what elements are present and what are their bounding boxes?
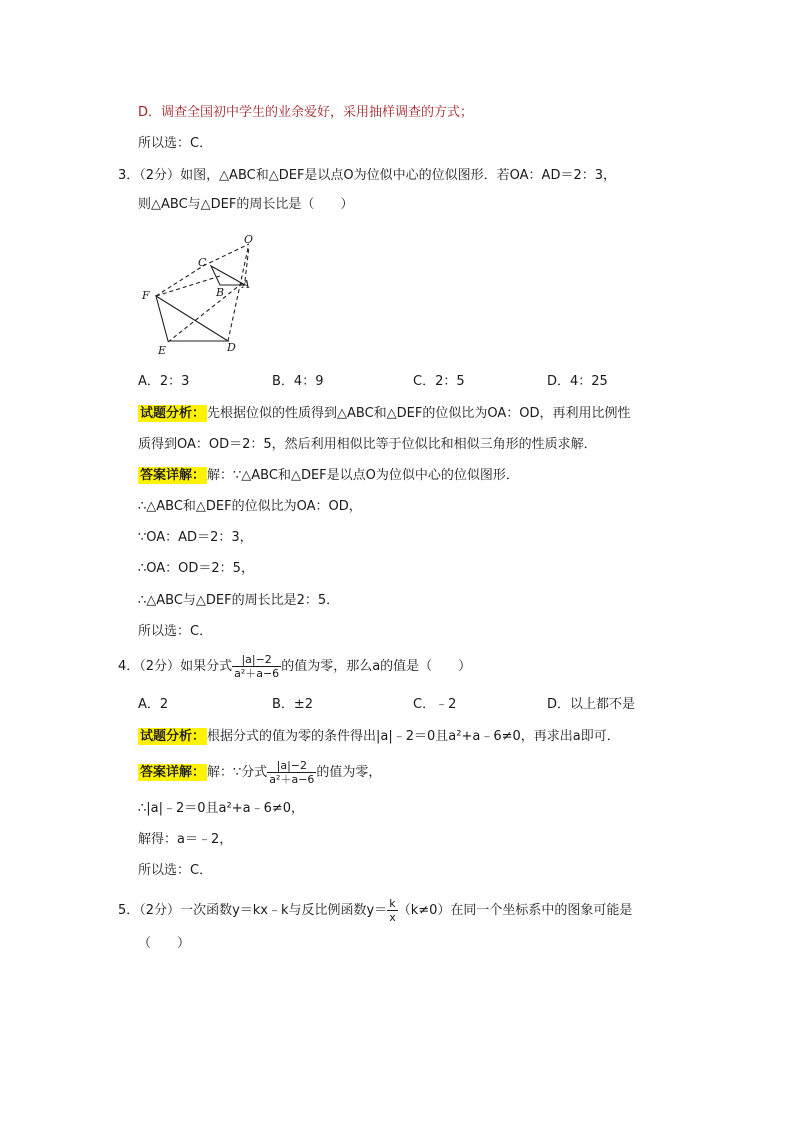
label-f: F [142,289,150,302]
q3-step1: ∴△ABC和△DEF的位似比为OA：OD， [138,499,362,514]
q3-analysis [138,404,631,424]
analysis-tag: 试题分析： [140,729,206,744]
q4-number: 4． [118,659,140,674]
q4-fraction [232,653,281,680]
q5-stem-pre: 一次函数y＝kx﹣k与反比例函数y＝ [180,903,388,918]
q4-stem-pre: 如果分式 [180,659,233,674]
q2-answer: 所以选：C． [138,136,213,151]
q4-frac-den: a²＋a−6 [234,667,280,680]
q4-detail-frac-den: a²＋a−6 [269,773,315,786]
q4-option-d: D．以上都不是 [547,697,636,712]
label-c: C [198,256,207,269]
q3-step3: ∴OA：OD＝2：5， [138,561,254,576]
q5-stem [118,896,632,926]
q4-stem-post: 的值为零，那么a的值是（ ） [281,659,472,674]
line-fa [156,276,220,296]
analysis-tag: 试题分析： [140,406,206,421]
detail-tag: 答案详解： [140,765,206,780]
label-a: A [242,278,250,291]
line-eb-extended [168,281,245,342]
q4-points: （2分） [139,659,181,674]
line-co [203,244,249,266]
label-b: B [216,286,225,299]
label-e: E [158,344,167,357]
q4-detail-pre: 解：∵分式 [207,765,268,780]
q3-points: （2分） [139,168,181,183]
q5-number: 5． [118,903,140,918]
triangle-abc [211,266,245,285]
q4-analysis-text: 根据分式的值为零的条件得出|a|﹣2＝0且a²+a﹣6≠0，再求出a即可． [207,729,620,744]
q3-step2: ∵OA：AD＝2：3， [138,530,253,545]
q3-detail [138,466,519,486]
q4-option-c: C．﹣2 [413,697,457,712]
triangle-def [156,296,228,341]
q3-stem: 如图，△ABC和△DEF是以点O为位似中心的位似图形．若OA：AD＝2：3， [180,168,616,183]
q3-step4: ∴△ABC与△DEF的周长比是2：5． [138,593,340,608]
q5-stem-post: （k≠0）在同一个坐标系中的图象可能是 [397,903,633,918]
q3-number: 3． [118,168,140,183]
detail-tag: 答案详解： [140,468,206,483]
q3-option-b: B．4：9 [272,374,324,389]
label-d: D [227,341,236,354]
q3-stem-line2: 则△ABC与△DEF的周长比是（ ） [138,197,354,212]
q3-option-d: D．4：25 [547,374,608,389]
q3-option-a: A．2：3 [138,374,190,389]
q4-option-a: A．2 [138,697,169,712]
q4-detail-frac-num: |a|−2 [267,759,316,773]
q4-step2: 解得：a＝﹣2， [138,832,233,847]
q4-stem [118,652,471,682]
label-o: O [244,233,254,246]
q4-step1: ∴|a|﹣2＝0且a²+a﹣6≠0， [138,801,305,816]
q5-points: （2分） [139,903,181,918]
q2-option-d: D．调查全国初中学生的业余爱好，采用抽样调查的方式； [138,105,474,120]
q3-option-c: C．2：5 [413,374,465,389]
q4-frac-num: |a|−2 [232,653,281,667]
q3-answer: 所以选：C． [138,624,213,639]
line-do [228,248,248,341]
q4-detail [138,758,381,788]
q3-analysis-text1: 先根据位似的性质得到△ABC和△DEF的位似比为OA：OD，再利用比例性 [207,406,631,421]
q5-stem-line2: （ ） [138,936,191,951]
q3-analysis-text2: 质得到OA：OD＝2：5，然后利用相似比等于位似比和相似三角形的性质求解． [138,437,597,452]
q4-analysis [138,727,620,747]
q4-option-b: B．±2 [272,697,314,712]
line-fo [156,266,203,296]
q3-stem-line1 [118,166,616,186]
q4-detail-post: 的值为零， [316,765,382,780]
q3-detail-text: 解：∵△ABC和△DEF是以点O为位似中心的位似图形． [207,468,519,483]
q5-frac-den: x [389,911,396,924]
q4-answer: 所以选：C． [138,863,213,878]
q3-figure [138,228,268,358]
q4-detail-fraction [267,759,316,786]
q5-fraction [387,897,398,924]
q5-frac-num: k [387,897,398,911]
